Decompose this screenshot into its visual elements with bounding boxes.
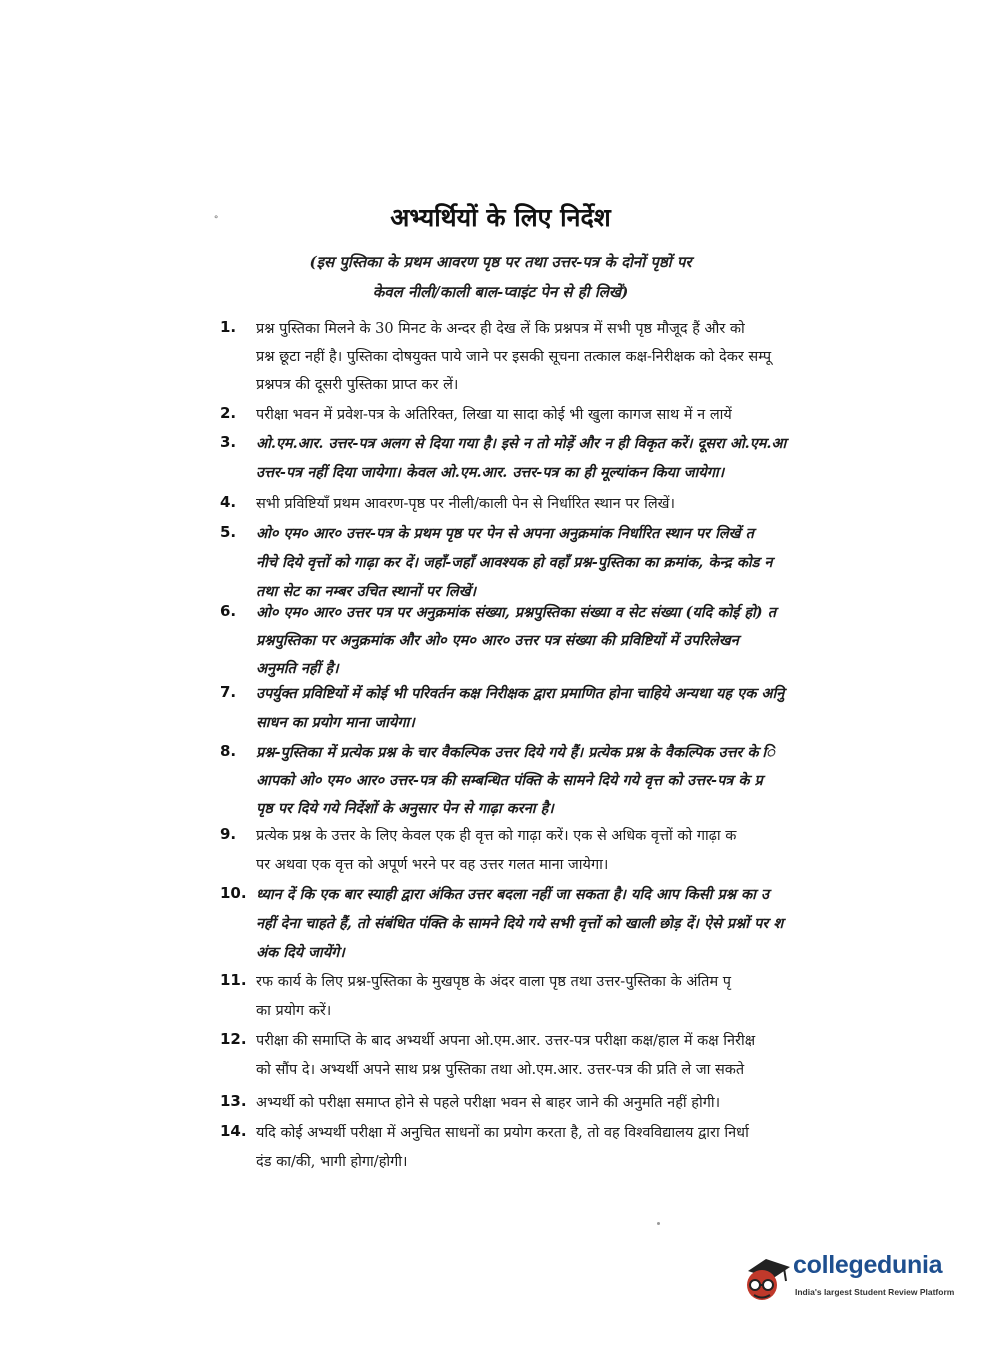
instruction-item <box>220 1030 892 1092</box>
instruction-line: अनुमति नहीं है। <box>256 660 339 677</box>
logo-wordmark: collegedunia <box>793 1251 943 1279</box>
instruction-number: 9. <box>220 825 237 843</box>
instruction-line: का प्रयोग करें। <box>256 1003 332 1019</box>
instruction-item <box>220 884 892 975</box>
instruction-line: तथा सेट का नम्बर उचित स्थानों पर लिखें। <box>256 583 477 600</box>
subtitle-line-1: (इस पुस्तिका के प्रथम आवरण पृष्ठ पर तथा उत्तर-पत्र के दोनों पृष्ठों पर <box>309 253 692 271</box>
instruction-line: प्रश्न-पुस्तिका में प्रत्येक प्रश्न के चार वैकल्पिक उत्तर दिये गये हैं। प्रत्येक प्रश्न के वैकल्पिक उत्तर के ि <box>256 744 775 761</box>
instruction-line: उपर्युक्त प्रविष्टियों में कोई भी परिवर्तन कक्ष निरीक्षक द्वारा प्रमाणित होना चाहिये अन्यथा यह एक अनुि <box>256 685 785 702</box>
collegedunia-logo <box>740 1245 980 1315</box>
instruction-item <box>220 1122 892 1184</box>
instruction-line: ध्यान दें कि एक बार स्याही द्वारा अंकित उत्तर बदला नहीं जा सकता है। यदि आप किसी प्रश्न का उ <box>256 886 769 903</box>
instruction-item <box>220 971 892 1033</box>
instruction-line: पृष्ठ पर दिये गये निर्देशों के अनुसार पेन से गाढ़ा करना है। <box>256 800 554 817</box>
instruction-line: दंड का/की, भागी होगा/होगी। <box>256 1154 408 1170</box>
instruction-number: 5. <box>220 523 237 541</box>
instruction-line: आपको ओ० एम० आर० उत्तर-पत्र की सम्बन्धित पंक्ति के सामने दिये गये वृत्त को उत्तर-पत्र के प्र <box>256 772 763 789</box>
instruction-number: 2. <box>220 404 237 422</box>
instruction-line: यदि कोई अभ्यर्थी परीक्षा में अनुचित साधनों का प्रयोग करता है, तो वह विश्वविद्यालय द्वारा निर्धा <box>256 1125 749 1141</box>
instruction-line: ओ० एम० आर० उत्तर-पत्र के प्रथम पृष्ठ पर पेन से अपना अनुक्रमांक निर्धारित स्थान पर लिखें त <box>256 525 754 542</box>
instruction-line: प्रश्नपत्र की दूसरी पुस्तिका प्राप्त कर लें। <box>256 377 459 393</box>
logo-tagline: India's largest Student Review Platform <box>795 1287 955 1297</box>
instruction-line: उत्तर-पत्र नहीं दिया जायेगा। केवल ओ.एम.आर. उत्तर-पत्र का ही मूल्यांकन किया जायेगा। <box>256 464 725 481</box>
instruction-number: 11. <box>220 971 247 989</box>
instruction-item <box>220 683 892 745</box>
instruction-line: नीचे दिये वृत्तों को गाढ़ा कर दें। जहाँ-जहाँ आवश्यक हो वहाँ प्रश्न-पुस्तिका का क्रमांक, केन्द्र कोड न <box>256 554 773 571</box>
instruction-number: 4. <box>220 493 237 511</box>
instruction-item <box>220 523 892 614</box>
instruction-item <box>220 602 892 690</box>
scan-speck <box>657 1222 660 1225</box>
instruction-line: प्रश्नपुस्तिका पर अनुक्रमांक और ओ० एम० आर० उत्तर पत्र संख्या की प्रविष्टियों में उपरिलेखन <box>256 632 739 649</box>
instruction-number: 8. <box>220 742 237 760</box>
instruction-item <box>220 1092 892 1125</box>
instruction-line: रफ कार्य के लिए प्रश्न-पुस्तिका के मुखपृष्ठ के अंदर वाला पृष्ठ तथा उत्तर-पुस्तिका के अंतिम पृ <box>256 974 731 990</box>
instruction-item <box>220 433 892 495</box>
instruction-line: ओ.एम.आर. उत्तर-पत्र अलग से दिया गया है। इसे न तो मोड़ें और न ही विकृत करें। दूसरा ओ.एम.आ <box>256 435 787 452</box>
instruction-line: को सौंप दे। अभ्यर्थी अपने साथ प्रश्न पुस्तिका तथा ओ.एम.आर. उत्तर-पत्र की प्रति ले जा सकते <box>256 1062 745 1078</box>
instruction-number: 10. <box>220 884 247 902</box>
instruction-line: परीक्षा की समाप्ति के बाद अभ्यर्थी अपना ओ.एम.आर. उत्तर-पत्र परीक्षा कक्ष/हाल में कक्ष निरीक्ष <box>256 1033 756 1049</box>
instruction-line: ओ० एम० आर० उत्तर पत्र पर अनुक्रमांक संख्या, प्रश्नपुस्तिका संख्या व सेट संख्या (यदि कोई हो) त <box>256 604 776 621</box>
instruction-item <box>220 493 892 526</box>
instruction-line: नहीं देना चाहते हैं, तो संबंधित पंक्ति के सामने दिये गये सभी वृत्तों को खाली छोड़ दें। ऐसे प्रश्नों पर श <box>256 915 784 932</box>
instruction-line: सभी प्रविष्टियाँ प्रथम आवरण-पृष्ठ पर नीली/काली पेन से निर्धारित स्थान पर लिखें। <box>256 496 676 512</box>
instruction-line: पर अथवा एक वृत्त को अपूर्ण भरने पर वह उत्तर गलत माना जायेगा। <box>256 857 609 873</box>
instruction-line: अंक दिये जायेंगे। <box>256 944 345 961</box>
instruction-item <box>220 825 892 887</box>
instruction-item <box>220 318 892 406</box>
instruction-item <box>220 742 892 830</box>
instruction-line: प्रत्येक प्रश्न के उत्तर के लिए केवल एक ही वृत्त को गाढ़ा करें। एक से अधिक वृत्तों को गाढ़ा क <box>256 828 737 844</box>
instruction-line: प्रश्न छूटा नहीं है। पुस्तिका दोषयुक्त पाये जाने पर इसकी सूचना तत्काल कक्ष-निरीक्षक को देकर सम्पू <box>256 349 772 365</box>
instruction-number: 7. <box>220 683 237 701</box>
scan-mark: ॰ <box>214 213 219 224</box>
instruction-number: 6. <box>220 602 237 620</box>
instruction-number: 12. <box>220 1030 247 1048</box>
instruction-number: 13. <box>220 1092 247 1110</box>
instruction-line: प्रश्न पुस्तिका मिलने के 30 मिनट के अन्दर ही देख लें कि प्रश्नपत्र में सभी पृष्ठ मौजूद हैं और को <box>256 321 745 337</box>
instruction-line: अभ्यर्थी को परीक्षा समाप्त होने से पहले परीक्षा भवन से बाहर जाने की अनुमति नहीं होगी। <box>256 1095 721 1111</box>
instruction-line: साधन का प्रयोग माना जायेगा। <box>256 714 415 731</box>
instruction-line: परीक्षा भवन में प्रवेश-पत्र के अतिरिक्त, लिखा या सादा कोई भी खुला कागज साथ में न लायें <box>256 407 732 423</box>
subtitle-line-2: केवल नीली/काली बाल-प्वाइंट पेन से ही लिखें) <box>372 283 629 301</box>
instruction-number: 1. <box>220 318 237 336</box>
mascot-icon <box>740 1247 792 1307</box>
instruction-number: 3. <box>220 433 237 451</box>
page-title: अभ्यर्थियों के लिए निर्देश <box>390 203 611 232</box>
instruction-number: 14. <box>220 1122 247 1140</box>
